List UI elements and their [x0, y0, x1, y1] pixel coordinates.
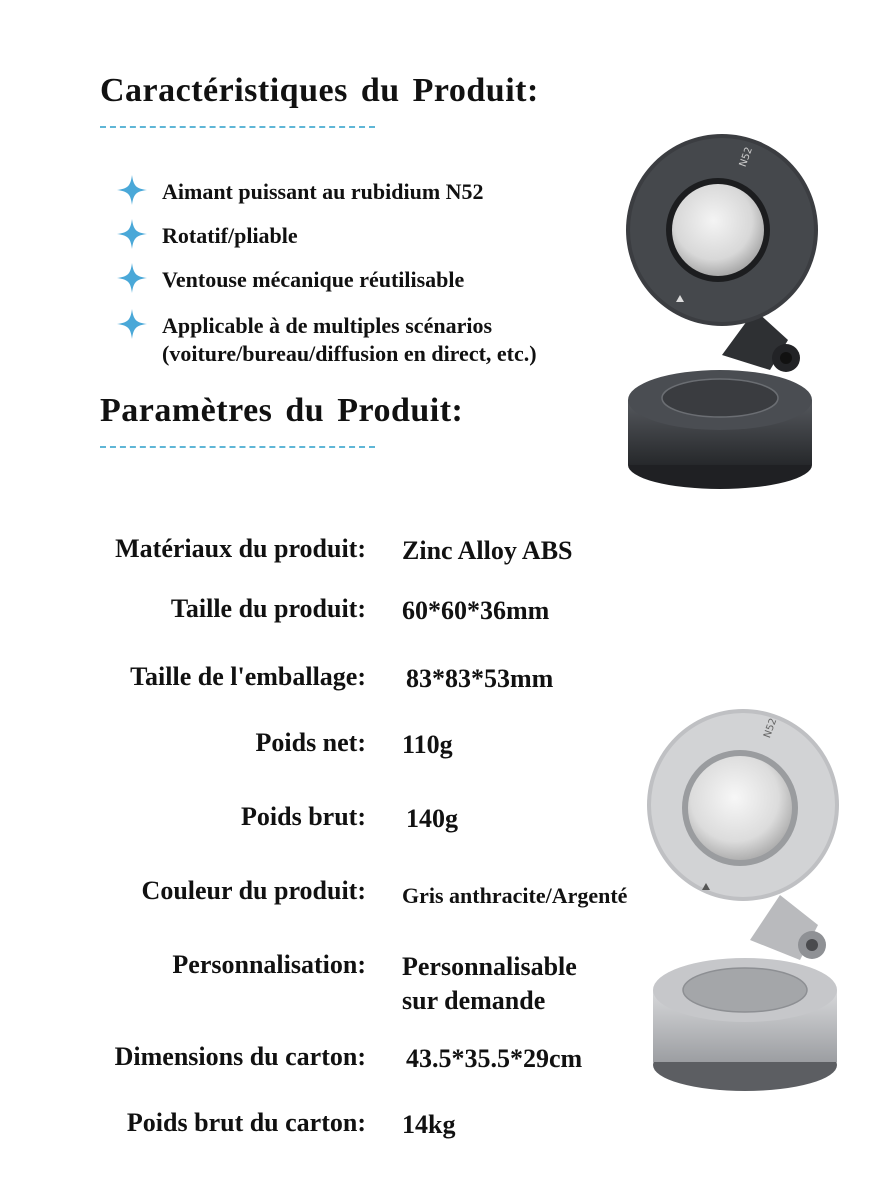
param-value: Gris anthracite/Argenté	[402, 883, 628, 908]
sparkle-icon	[116, 308, 148, 340]
sparkle-icon	[116, 174, 148, 206]
feature-text: Rotatif/pliable	[162, 223, 298, 248]
param-label: Taille de l'emballage:	[130, 662, 366, 691]
feature-text: Aimant puissant au rubidium N52	[162, 179, 484, 204]
feature-item	[116, 178, 484, 206]
param-label: Couleur du produit:	[141, 876, 366, 905]
dark-gray-magnetic-holder-image	[610, 130, 830, 495]
params-heading: Paramètres du Produit:	[100, 392, 464, 429]
features-heading-underline	[100, 126, 375, 128]
feature-text: Ventouse mécanique réutilisable	[162, 267, 465, 292]
engraving-text: N52	[737, 145, 755, 169]
param-value: 110g	[402, 730, 453, 759]
engraving-text: N52	[762, 716, 780, 740]
silver-magnetic-holder-image	[640, 700, 850, 1095]
feature-item	[116, 266, 464, 294]
param-value: 14kg	[402, 1110, 456, 1139]
param-label: Poids brut du carton:	[126, 1108, 366, 1137]
param-value: 60*60*36mm	[402, 596, 550, 625]
feature-item	[116, 312, 537, 368]
param-value: 140g	[406, 804, 458, 833]
feature-text: Applicable à de multiples scénarios (voiture/bureau/diffusion en direct, etc.)	[162, 313, 537, 366]
feature-item	[116, 222, 298, 250]
param-value: 83*83*53mm	[406, 664, 554, 693]
param-label: Poids net:	[255, 728, 366, 757]
param-label: Dimensions du carton:	[114, 1042, 366, 1071]
params-heading-underline	[100, 446, 375, 448]
param-label: Matériaux du produit:	[115, 534, 366, 563]
param-label: Personnalisation:	[172, 950, 366, 979]
features-heading: Caractéristiques du Produit:	[100, 72, 539, 109]
param-label: Poids brut:	[241, 802, 366, 831]
param-label: Taille du produit:	[170, 594, 366, 623]
param-value: Zinc Alloy ABS	[402, 536, 573, 565]
sparkle-icon	[116, 218, 148, 250]
param-value: Personnalisable sur demande	[402, 952, 577, 1015]
sparkle-icon	[116, 262, 148, 294]
param-value: 43.5*35.5*29cm	[406, 1044, 583, 1073]
